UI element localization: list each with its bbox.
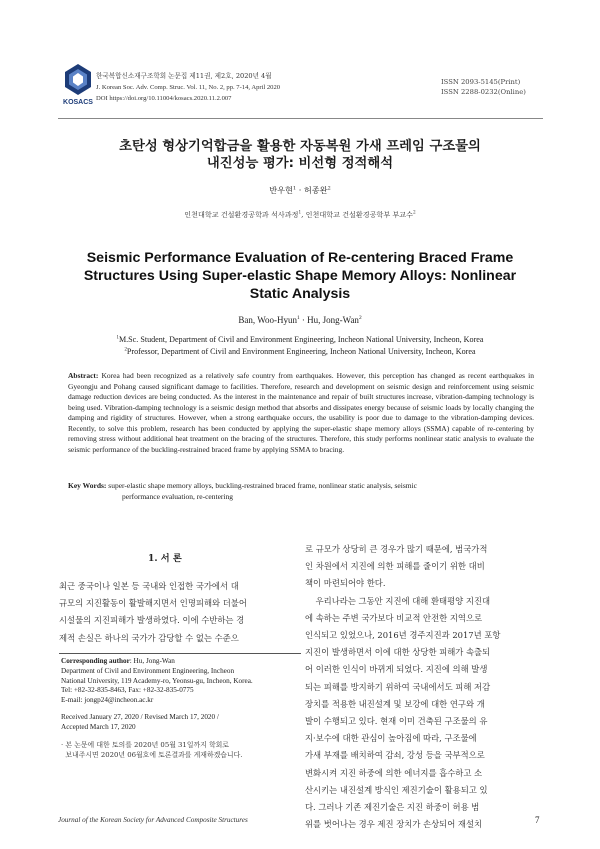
body-line: 우리나라는 그동안 지진에 대해 환태평양 지진대 xyxy=(305,595,491,606)
body-line: 산시키는 내진설계 방식인 제진기술이 활용되고 있 xyxy=(305,784,488,795)
body-line: 시설물의 지진피해가 발생하였다. 이에 수반하는 경 xyxy=(59,615,245,626)
english-authors: Ban, Woo-Hyun$^1$ · Hu, Jong-Wan$^2$ xyxy=(238,315,362,325)
page-number: 7 xyxy=(535,815,540,825)
abstract xyxy=(68,371,534,455)
submission-dates: Received January 27, 2020 / Revised March 17, 2020 / Accepted March 17, 2020 xyxy=(61,713,219,731)
korean-title-line2: 내진성능 평가: 비선형 정적해석 xyxy=(206,156,394,171)
body-line: 다. 그러나 기존 제진기술은 지진 하중이 허용 범 xyxy=(305,802,480,813)
body-line: 책이 마련되어야 한다. xyxy=(305,578,386,589)
left-column-body xyxy=(59,578,299,647)
abstract-label: Abstract: xyxy=(68,371,99,380)
body-line: 최근 중국이나 일본 등 국내와 인접한 국가에서 대 xyxy=(59,581,239,591)
keywords: Key Words: super-elastic shape memory alloys, buckling-restrained braced frame, nonlinear static analysis, seismic performance evaluation, re-centering xyxy=(68,481,417,501)
footnote-divider xyxy=(59,653,301,654)
discussion-note: · 본 논문에 대한 토의를 2020년 05월 31일까지 학회로 보내주시면 2020년 06월호에 토론결과를 게재하겠습니다. xyxy=(61,741,243,759)
english-affiliation-1: $^1$M.Sc. Student, Department of Civil and Environment Engineering, Incheon National University, Incheon, Korea xyxy=(116,335,484,344)
body-line: 위를 벗어나는 경우 제진 장치가 손상되어 재설치 xyxy=(305,819,483,830)
corresponding-label: Corresponding author xyxy=(61,657,130,665)
right-column-body xyxy=(305,541,545,833)
body-line: 인식되고 있었으나, 2016년 경주지진과 2017년 포항 xyxy=(305,630,501,641)
body-line: 에 속하는 주변 국가보다 비교적 안전한 지역으로 xyxy=(305,612,483,623)
body-line: 장치를 적용한 내진설계 및 보강에 대한 연구와 개 xyxy=(305,698,485,709)
svg-text:KOSACS: KOSACS xyxy=(63,99,93,106)
section-heading-introduction: 1. 서 론 xyxy=(148,553,182,564)
korean-authors: 반우현$^1$ · 허종완$^2$ xyxy=(269,185,331,195)
body-line: 어 이러한 인식이 바뀌게 되었다. 지진에 의해 발생 xyxy=(305,664,488,675)
doi-link[interactable]: DOI https://doi.org/10.11004/kosacs.2020.11.2.007 xyxy=(96,95,232,102)
body-line: 규모의 지진활동이 활발해지면서 인명피해와 더불어 xyxy=(59,598,247,609)
english-title-line1: Seismic Performance Evaluation of Re-centering Braced Frame xyxy=(86,250,514,266)
keywords-label: Key Words: xyxy=(68,481,107,490)
journal-footer: Journal of the Korean Society for Advanced Composite Structures xyxy=(58,816,248,824)
corresponding-email: E-mail: jongp24@incheon.ac.kr xyxy=(61,696,154,705)
body-line: 로 규모가 상당히 큰 경우가 많기 때문에, 범국가적 xyxy=(305,544,488,554)
english-affiliation-2: $^2$Professor, Department of Civil and Environment Engineering, Incheon National University, Incheon, Korea xyxy=(124,347,476,356)
journal-english-citation: J. Korean Soc. Adv. Comp. Struc. Vol. 11, No. 2, pp. 7-14, April 2020 xyxy=(96,84,281,91)
journal-korean-citation: 한국복합신소재구조학회 논문집 제11권, 제2호, 2020년 4월 xyxy=(96,72,272,80)
korean-affiliations: 인천대학교 건설환경공학과 석사과정$^1$, 인천대학교 건설환경공학부 부교수$^2$ xyxy=(184,210,416,219)
abstract-text: Korea had been recognized as a relatively safe country from earthquakes. However, this perception has changed as recent earthquakes in Gyeongju and Pohang caused significant damage to facilities. Therefore, research and development on seismic design and reinforcement using seismic damage reduction devices are being conducted. As the interest in the maintenance and repair of built structures increase, vibration-damping technology is being used. Vibration-damping technology is a seismic design method that absorbs and dissipates energy because of seismic loads by locally changing the damping and rigidity of structures. However, when a strong earthquake occurs, the usability is poor due to damage to the vibration-damping devices. Recently, to solve this problem, research has been conducted by applying the super-elastic shape memory alloys (SSMA) capable of re-centering by removing stress without additional heat treatment on the bracing of the structures. Therefore, this study performs nonlinear static analysis to evaluate the seismic performance of the buckling-restrained braced frame by applying SSMA to bracing. xyxy=(68,371,534,454)
kosacs-logo xyxy=(58,62,98,106)
issn-print: ISSN 2093-5145(Print) xyxy=(441,78,521,86)
body-line: 지·보수에 대한 관심이 높아짐에 따라, 구조물에 xyxy=(305,733,477,744)
body-line: 가새 부재를 배치하여 감쇠, 강성 등을 국부적으로 xyxy=(305,750,485,761)
body-line: 변화시켜 지진 하중에 의한 에너지를 흡수하고 소 xyxy=(305,767,483,778)
english-title-line3: Static Analysis xyxy=(249,286,351,302)
body-line: 인 차원에서 지진에 의한 피해를 줄이기 위한 대비 xyxy=(305,561,485,572)
english-title-line2: Structures Using Super-elastic Shape Memory Alloys: Nonlinear xyxy=(83,268,517,284)
header-divider xyxy=(58,118,543,119)
corresponding-author-block: Corresponding author: Hu, Jong-Wan Department of Civil and Environment Engineering, Incheon National University, 119 Academy-ro, Yeonsu-gu, Incheon, Korea. Tel: +82-32-835-8463, Fax: +82-32-835-0775 E-mail: jongp24@incheon.ac.kr xyxy=(61,657,301,706)
body-line: 제적 손실은 하나의 국가가 감당할 수 없는 수준으 xyxy=(59,632,239,643)
body-line: 되는 피해를 방지하기 위하여 국내에서도 피해 저감 xyxy=(305,681,491,692)
body-line: 지진이 발생하면서 이에 대한 상당한 피해가 속출되 xyxy=(305,647,491,658)
issn-online: ISSN 2288-0232(Online) xyxy=(441,88,526,96)
body-line: 발이 수행되고 있다. 현재 이미 건축된 구조물의 유 xyxy=(305,716,488,727)
korean-title-line1: 초탄성 형상기억합금을 활용한 자동복원 가새 프레임 구조물의 xyxy=(119,139,481,154)
